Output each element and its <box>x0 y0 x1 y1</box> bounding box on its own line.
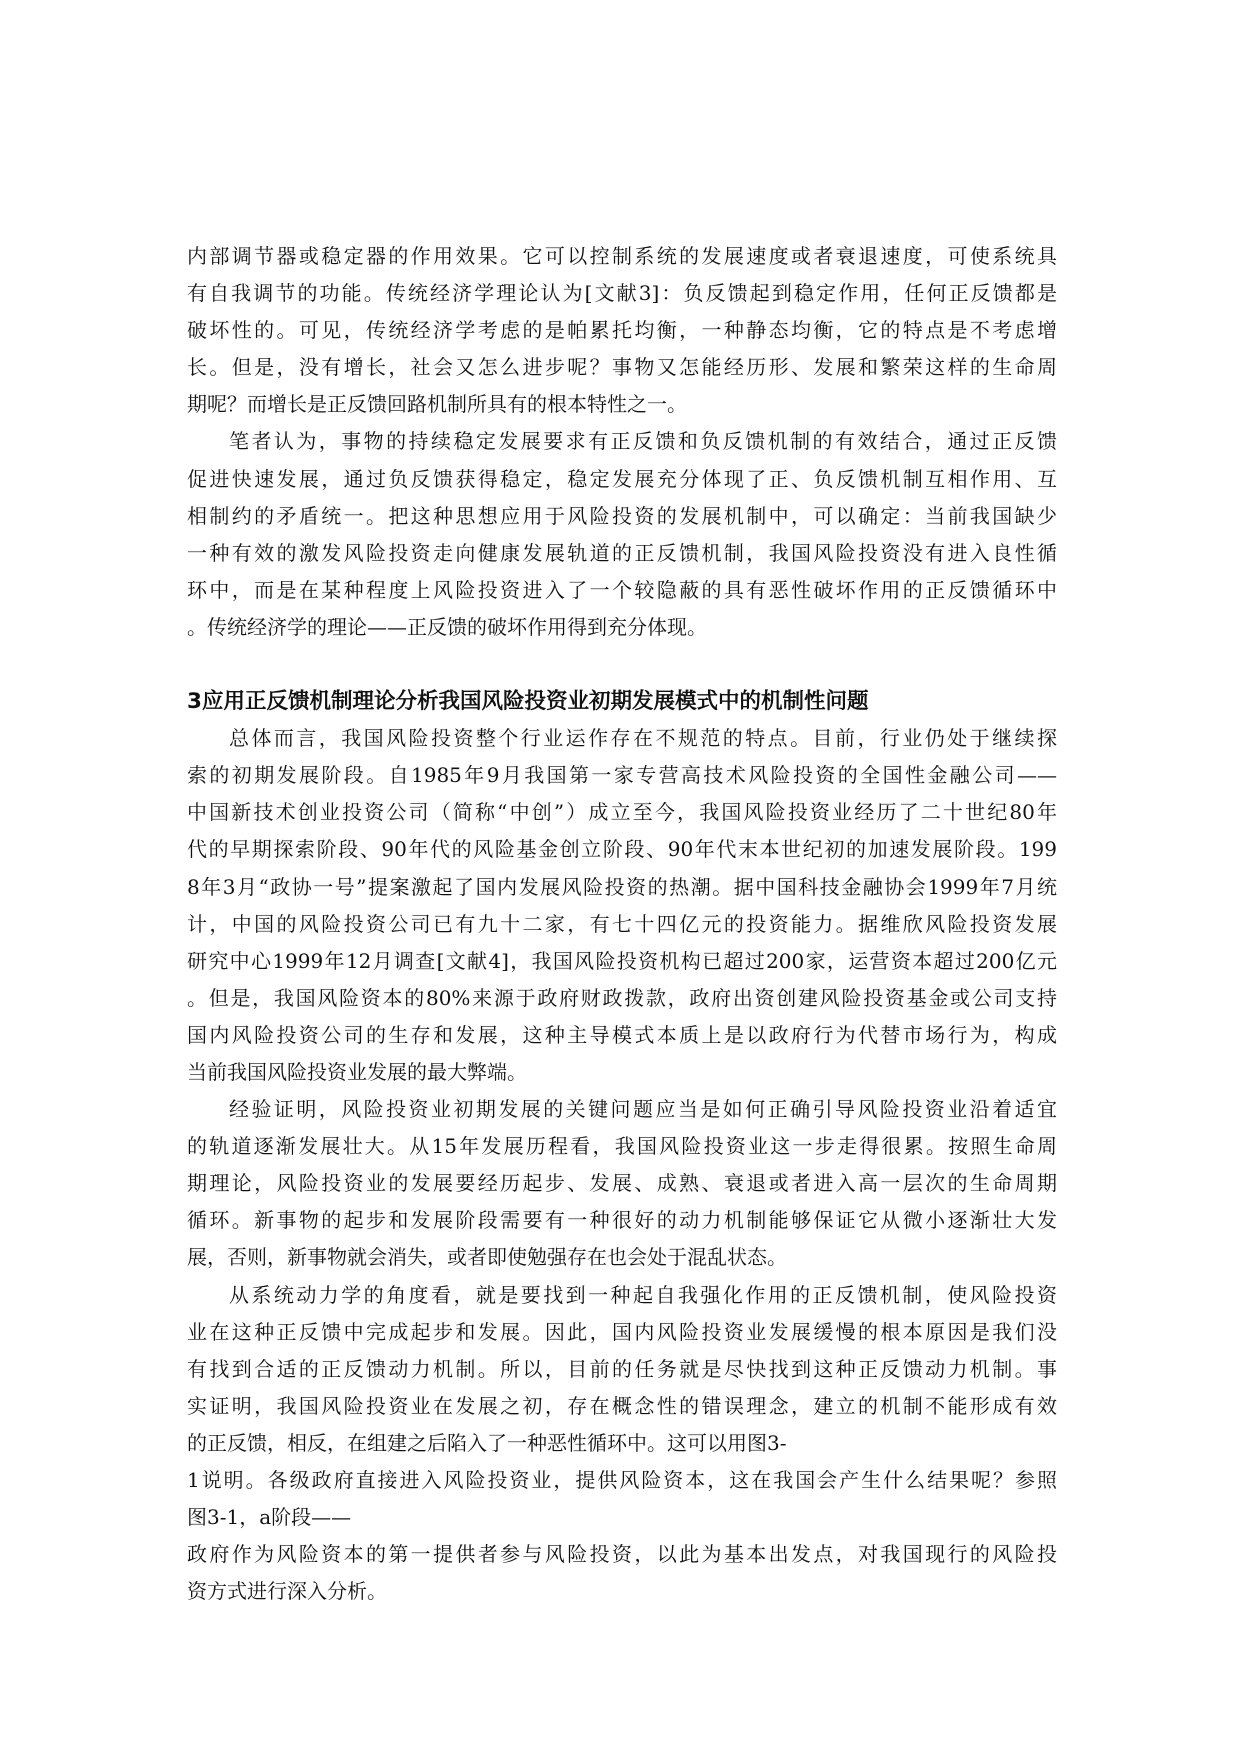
paragraph-1 <box>187 238 1057 423</box>
text-line: 循环。新事物的起步和发展阶段需要有一种很好的动力机制能够保证它从微小逐渐壮大发 <box>187 1208 1057 1233</box>
text-line: 总体而言，我国风险投资整个行业运作存在不规范的特点。目前，行业仍处于继续探 <box>229 726 1057 751</box>
text-line: 实证明，我国风险投资业在发展之初，存在概念性的错误理念，建立的机制不能形成有效 <box>187 1393 1057 1418</box>
section-spacer <box>187 646 1057 683</box>
text-line: 研究中心1999年12月调查[文献4]，我国风险投资机构已超过200家，运营资本超过200亿元 <box>187 948 1057 973</box>
text-line: 资方式进行深入分析。 <box>187 1579 387 1604</box>
document-page <box>187 238 1057 1610</box>
text-line: 笔者认为，事物的持续稳定发展要求有正反馈和负反馈机制的有效结合，通过正反馈 <box>229 429 1057 454</box>
text-line: 。传统经济学的理论——正反馈的破坏作用得到充分体现。 <box>187 614 707 639</box>
section-heading: 3应用正反馈机制理论分析我国风险投资业初期发展模式中的机制性问题 <box>187 689 869 715</box>
text-line: 期理论，风险投资业的发展要经历起步、发展、成熟、衰退或者进入高一层次的生命周期 <box>187 1171 1057 1196</box>
text-line: 从系统动力学的角度看，就是要找到一种起自我强化作用的正反馈机制，使风险投资 <box>229 1282 1057 1307</box>
text-line: 当前我国风险投资业发展的最大弊端。 <box>187 1059 527 1084</box>
text-line: 的轨道逐渐发展壮大。从15年发展历程看，我国风险投资业这一步走得很累。按照生命周 <box>187 1134 1057 1159</box>
text-line: 8年3月“政协一号”提案激起了国内发展风险投资的热潮。据中国科技金融协会1999年7月统 <box>187 874 1057 899</box>
text-line: 1说明。各级政府直接进入风险投资业，提供风险资本，这在我国会产生什么结果呢？参照 <box>187 1468 1057 1492</box>
text-line: 索的初期发展阶段。自1985年9月我国第一家专营高技术风险投资的全国性金融公司—— <box>187 763 1057 788</box>
text-line: 期呢？而增长是正反馈回路机制所具有的根本特性之一。 <box>187 392 687 417</box>
text-line: 有自我调节的功能。传统经济学理论认为[文献3]：负反馈起到稳定作用，任何正反馈都是 <box>187 281 1057 306</box>
paragraph-3 <box>187 720 1057 1091</box>
text-line: 内部调节器或稳定器的作用效果。它可以控制系统的发展速度或者衰退速度，可使系统具 <box>187 244 1057 268</box>
text-line: 计，中国的风险投资公司已有九十二家，有七十四亿元的投资能力。据维欣风险投资发展 <box>187 911 1057 936</box>
paragraph-4 <box>187 1091 1057 1276</box>
text-line: 长。但是，没有增长，社会又怎么进步呢？事物又怎能经历形、发展和繁荣这样的生命周 <box>187 355 1057 380</box>
text-line: 图3-1，a阶段—— <box>187 1505 352 1530</box>
text-line: 环中，而是在某种程度上风险投资进入了一个较隐蔽的具有恶性破坏作用的正反馈循环中 <box>187 577 1057 602</box>
text-line: 经验证明，风险投资业初期发展的关键问题应当是如何正确引导风险投资业沿着适宜 <box>229 1097 1057 1122</box>
text-line: 政府作为风险资本的第一提供者参与风险投资，以此为基本出发点，对我国现行的风险投 <box>187 1542 1057 1567</box>
text-line: 的正反馈，相反，在组建之后陷入了一种恶性循环中。这可以用图3- <box>187 1430 787 1455</box>
paragraph-5 <box>187 1277 1057 1611</box>
text-line: 国内风险投资公司的生存和发展，这种主导模式本质上是以政府行为代替市场行为，构成 <box>187 1022 1057 1047</box>
text-line: 中国新技术创业投资公司（简称“中创”）成立至今，我国风险投资业经历了二十世纪80年 <box>187 800 1057 825</box>
text-line: 业在这种正反馈中完成起步和发展。因此，国内风险投资业发展缓慢的根本原因是我们没 <box>187 1319 1057 1344</box>
text-line: 促进快速发展，通过负反馈获得稳定，稳定发展充分体现了正、负反馈机制互相作用、互 <box>187 466 1057 491</box>
text-line: 相制约的矛盾统一。把这种思想应用于风险投资的发展机制中，可以确定：当前我国缺少 <box>187 503 1057 528</box>
text-line: 。但是，我国风险资本的80%来源于政府财政拨款，政府出资创建风险投资基金或公司支持 <box>187 985 1057 1010</box>
text-line: 代的早期探索阶段、90年代的风险基金创立阶段、90年代末本世纪初的加速发展阶段。199 <box>187 837 1057 862</box>
text-line: 破坏性的。可见，传统经济学考虑的是帕累托均衡，一种静态均衡，它的特点是不考虑增 <box>187 318 1057 343</box>
text-line: 一种有效的激发风险投资走向健康发展轨道的正反馈机制，我国风险投资没有进入良性循 <box>187 540 1057 565</box>
text-line: 展，否则，新事物就会消失，或者即使勉强存在也会处于混乱状态。 <box>187 1245 787 1270</box>
paragraph-2 <box>187 423 1057 646</box>
text-line: 有找到合适的正反馈动力机制。所以，目前的任务就是尽快找到这种正反馈动力机制。事 <box>187 1356 1057 1381</box>
